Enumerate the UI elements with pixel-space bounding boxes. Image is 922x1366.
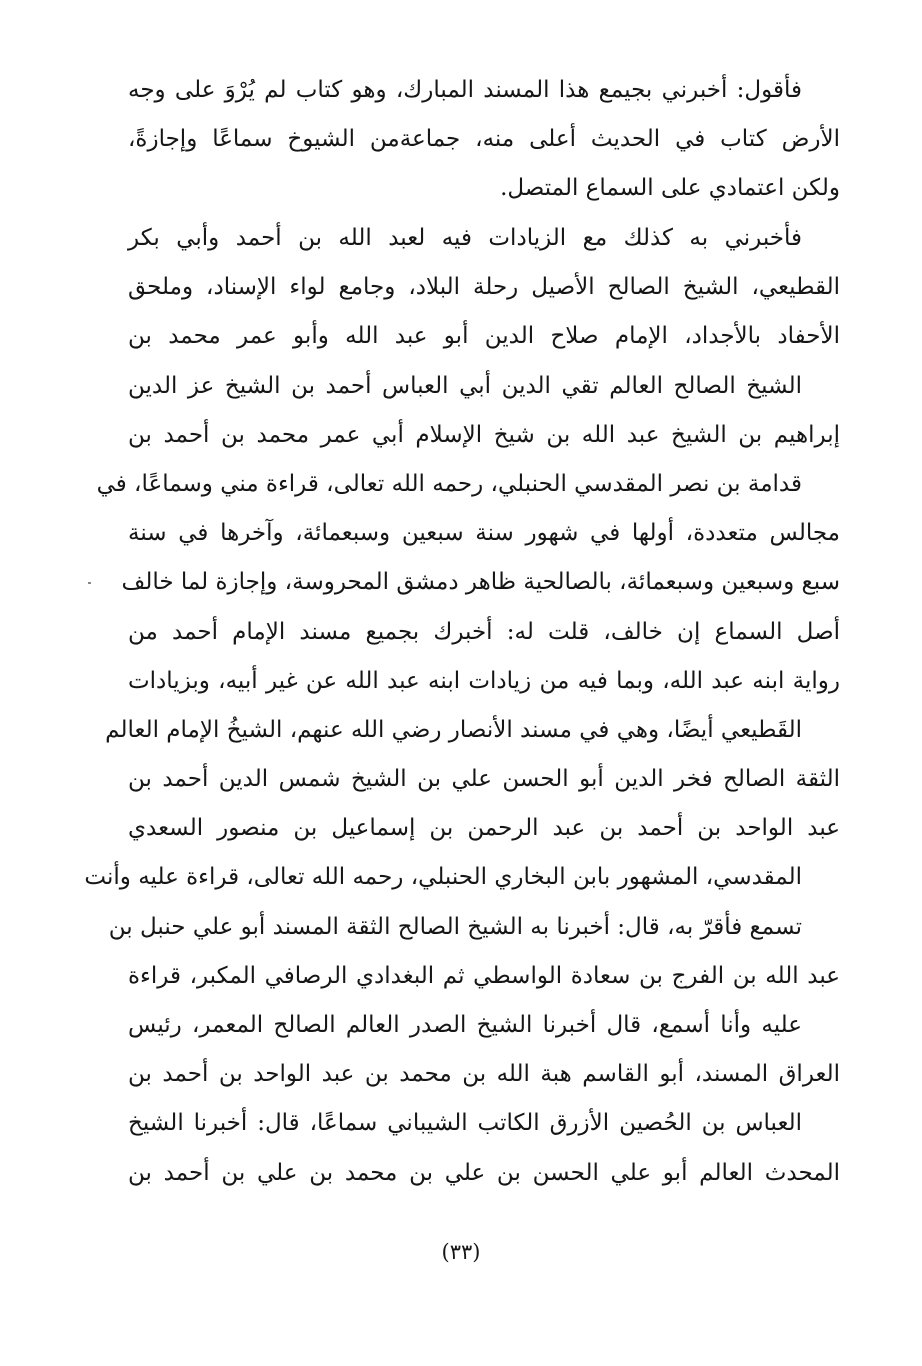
text-line: قدامة بن نصر المقدسي الحنبلي، رحمه الله تعالى، قراءة مني وسماعًا، في <box>96 470 802 497</box>
text-line: المقدسي، المشهور بابن البخاري الحنبلي، رحمه الله تعالى، قراءة عليه وأنت <box>84 864 802 891</box>
text-line: الأرض كتاب في الحديث أعلى منه، جماعةمن الشيوخ سماعًا وإجازةً، <box>128 126 840 153</box>
text-line: عليه وأنا أسمع، قال أخبرنا الشيخ الصدر العالم الصالح المعمر، رئيس <box>128 1012 802 1038</box>
text-line: القطيعي، الشيخ الصالح الأصيل رحلة البلاد، وجامع لواء الإسناد، وملحق <box>128 274 840 301</box>
paragraph-2 <box>84 214 840 1198</box>
paragraph-1 <box>128 66 840 214</box>
text-line: فأقول: أخبرني بجيمع هذا المسند المبارك، وهو كتاب لم يُرْوَ على وجه <box>128 77 802 103</box>
text-line: الأحفاد بالأجداد، الإمام صلاح الدين أبو عبد الله وأبو عمر محمد بن <box>128 323 840 350</box>
text-line: القَطيعي أيضًا، وهي في مسند الأنصار رضي الله عنهم، الشيخُ الإمام العالم <box>105 716 802 743</box>
text-line: عبد الله بن الفرج بن سعادة الواسطي ثم البغدادي الرصافي المكبر، قراءة <box>128 962 840 989</box>
text-line: فأخبرني به كذلك مع الزيادات فيه لعبد الله بن أحمد وأبي بكر <box>128 225 802 251</box>
text-line: ولكن اعتمادي على السماع المتصل. <box>500 175 840 202</box>
text-line: عبد الواحد بن أحمد بن عبد الرحمن بن إسماعيل بن منصور السعدي <box>128 815 840 842</box>
text-line: العباس بن الحُصين الأزرق الكاتب الشيباني سماعًا، قال: أخبرنا الشيخ <box>128 1110 802 1137</box>
text-line: الثقة الصالح فخر الدين أبو الحسن علي بن الشيخ شمس الدين أحمد بن <box>128 766 840 793</box>
text-line: تسمع فأقرّ به، قال: أخبرنا به الشيخ الصالح الثقة المسند أبو علي حنبل بن <box>108 913 802 940</box>
text-line: المحدث العالم أبو علي الحسن بن علي بن محمد بن علي بن أحمد بن <box>128 1159 840 1186</box>
text-line: أصل السماع إن خالف، قلت له: أخبرك بجميع مسند الإمام أحمد من <box>128 618 840 645</box>
text-line: الشيخ الصالح العالم تقي الدين أبي العباس أحمد بن الشيخ عز الدين <box>128 372 802 399</box>
margin-mark <box>88 582 91 584</box>
text-line: سبع وسبعين وسبعمائة، بالصالحية ظاهر دمشق المحروسة، وإجازة لما خالف <box>121 569 840 596</box>
page-number: (٣٣) <box>441 1240 481 1264</box>
text-line: رواية ابنه عبد الله، وبما فيه من زيادات ابنه عبد الله عن غير أبيه، وبزيادات <box>128 667 840 694</box>
text-line: العراق المسند، أبو القاسم هبة الله بن محمد بن عبد الواحد بن أحمد بن <box>128 1061 840 1088</box>
text-line: مجالس متعددة، أولها في شهور سنة سبعين وسبعمائة، وآخرها في سنة <box>128 520 840 547</box>
text-line: إبراهيم بن الشيخ عبد الله بن شيخ الإسلام أبي عمر محمد بن أحمد بن <box>128 421 840 448</box>
